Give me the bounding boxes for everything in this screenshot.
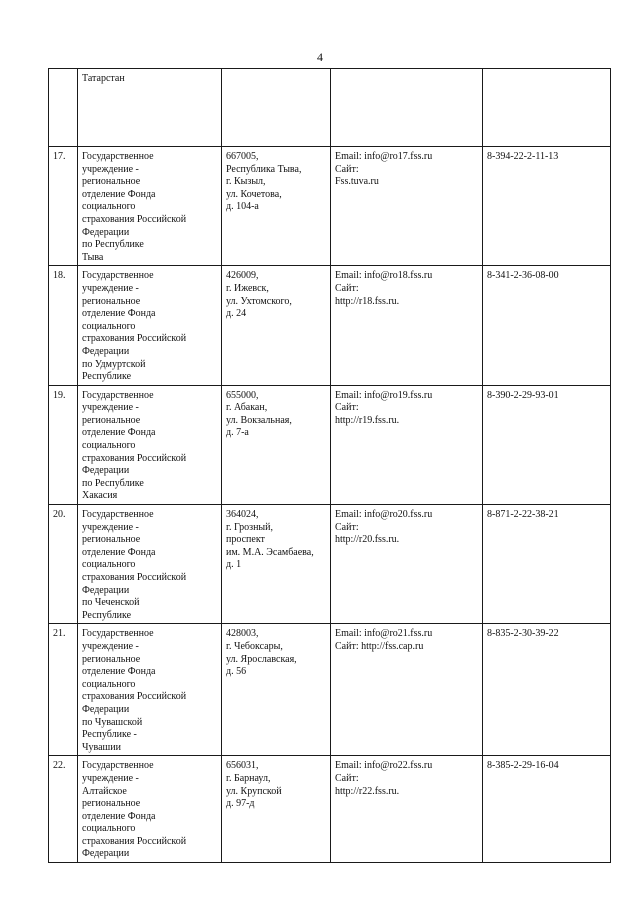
institution-name-line: региональное	[82, 414, 141, 426]
table-row	[49, 756, 611, 863]
institution-name-line: социального	[82, 320, 136, 332]
institution-name-line: страхования Российской	[82, 835, 187, 847]
institution-name	[78, 624, 222, 756]
institution-name-line: социального	[82, 440, 136, 452]
phone-number: 8-394-22-2-11-13	[483, 147, 611, 266]
email-website-line: Сайт:	[335, 282, 359, 294]
email-website-line: http://r22.fss.ru.	[335, 785, 400, 797]
postal-address-line: 667005,	[226, 151, 259, 162]
page-number: 4	[317, 50, 323, 64]
postal-address	[222, 505, 331, 624]
email-website-line: http://r18.fss.ru.	[335, 295, 400, 307]
phone-number: 8-871-2-22-38-21	[483, 505, 611, 624]
row-number: 18.	[49, 266, 78, 385]
postal-address-line: г. Ижевск,	[226, 282, 269, 294]
phone-number: 8-835-2-30-39-22	[483, 624, 611, 756]
institution-name-line: Федерации	[82, 703, 130, 715]
postal-address-line: д. 7-а	[226, 427, 249, 439]
table-row	[49, 385, 611, 504]
postal-address-line: д. 104-а	[226, 201, 259, 213]
institution-name	[78, 69, 222, 147]
table-row	[49, 147, 611, 266]
postal-address-line: д. 1	[226, 559, 242, 571]
postal-address-line: 656031,	[226, 760, 259, 772]
institution-name	[78, 385, 222, 504]
postal-address	[222, 266, 331, 385]
institution-name-line: социального	[82, 678, 136, 690]
institution-name	[78, 505, 222, 624]
postal-address	[222, 624, 331, 756]
email-website	[331, 266, 483, 385]
institution-name-line: Тыва	[82, 251, 104, 263]
institution-name-line: учреждение -	[82, 163, 139, 175]
postal-address-line: 428003,	[226, 628, 259, 640]
institution-name-line: Государственное	[82, 151, 154, 162]
institution-name-line: страхования Российской	[82, 452, 187, 464]
email-website-line: Fss.tuva.ru	[335, 176, 379, 188]
institution-name-line: Алтайское	[82, 785, 127, 797]
postal-address	[222, 69, 331, 147]
institution-name-line: Федерации	[82, 584, 130, 596]
institution-name-line: Республике	[82, 609, 132, 621]
institution-name-line: по Удмуртской	[82, 358, 146, 370]
email-website-line: Email: info@ro22.fss.ru	[335, 760, 433, 772]
email-website-line: Email: info@ro17.fss.ru	[335, 151, 433, 162]
institution-name-line: по Чеченской	[82, 597, 140, 609]
row-number	[49, 69, 78, 147]
institution-name	[78, 756, 222, 863]
table-row	[49, 624, 611, 756]
row-number: 22.	[49, 756, 78, 863]
email-website-line: http://r20.fss.ru.	[335, 534, 400, 546]
postal-address-line: ул. Крупской	[226, 785, 282, 797]
postal-address	[222, 147, 331, 266]
email-website-line: http://r19.fss.ru.	[335, 414, 400, 426]
email-website-line: Email: info@ro21.fss.ru	[335, 628, 433, 640]
email-website	[331, 385, 483, 504]
table-row	[49, 266, 611, 385]
postal-address-line: д. 24	[226, 308, 247, 320]
institution-name-line: региональное	[82, 798, 141, 810]
email-website-line: Сайт:	[335, 163, 359, 175]
postal-address	[222, 756, 331, 863]
phone-number: 8-341-2-36-08-00	[483, 266, 611, 385]
institution-name-line: Чувашии	[82, 741, 121, 753]
institution-name-line: отделение Фонда	[82, 308, 156, 320]
fss-branches-table	[48, 68, 611, 863]
institution-name-line: региональное	[82, 176, 141, 188]
postal-address-line: д. 56	[226, 666, 247, 678]
row-number: 17.	[49, 147, 78, 266]
institution-name-line: учреждение -	[82, 521, 139, 533]
postal-address-line: ул. Вокзальная,	[226, 414, 292, 426]
postal-address-line: г. Грозный,	[226, 521, 273, 533]
postal-address-line: 364024,	[226, 509, 259, 521]
postal-address-line: ул. Ухтомского,	[226, 295, 292, 307]
institution-name-line: Государственное	[82, 628, 154, 640]
institution-name-line: региональное	[82, 295, 141, 307]
postal-address-line: Республика Тыва,	[226, 163, 302, 175]
institution-name-line: страхования Российской	[82, 572, 187, 583]
postal-address-line: д. 97-д	[226, 798, 255, 810]
institution-name-line: страхования Российской	[82, 333, 187, 345]
email-website-line: Email: info@ro18.fss.ru	[335, 270, 433, 282]
institution-name-line: учреждение -	[82, 640, 139, 652]
row-number: 19.	[49, 385, 78, 504]
table-row-continuation	[49, 69, 611, 147]
institution-name-line: отделение Фонда	[82, 546, 156, 558]
institution-name-line: страхования Российской	[82, 213, 187, 225]
institution-name-line: отделение Фонда	[82, 188, 156, 200]
institution-name-line: Республике -	[82, 729, 137, 741]
institution-name-line: учреждение -	[82, 282, 139, 294]
institution-name-line: Хакасия	[82, 490, 118, 502]
institution-name-line: отделение Фонда	[82, 666, 156, 678]
postal-address-line: им. М.А. Эсамбаева,	[226, 546, 314, 558]
institution-name-line: региональное	[82, 534, 141, 546]
email-website	[331, 505, 483, 624]
institution-name-line: учреждение -	[82, 772, 139, 784]
email-website	[331, 147, 483, 266]
postal-address-line: г. Барнаул,	[226, 772, 271, 784]
postal-address-line: 655000,	[226, 389, 259, 401]
phone-number	[483, 69, 611, 147]
postal-address-line: ул. Ярославская,	[226, 653, 297, 665]
institution-name-line: Государственное	[82, 760, 154, 772]
institution-name-line: социального	[82, 559, 136, 571]
email-website-line: Сайт:	[335, 402, 359, 414]
postal-address-line: 426009,	[226, 270, 259, 282]
postal-address	[222, 385, 331, 504]
institution-name-line: Республике	[82, 371, 132, 383]
institution-name-line: по Республике	[82, 477, 144, 489]
institution-name-line: Татарстан	[82, 73, 125, 84]
postal-address-line: г. Кызыл,	[226, 176, 266, 188]
postal-address-line: г. Чебоксары,	[226, 640, 283, 652]
email-website	[331, 624, 483, 756]
email-website-line: Сайт: http://fss.cap.ru	[335, 640, 424, 652]
institution-name-line: региональное	[82, 653, 141, 665]
institution-name-line: социального	[82, 823, 136, 835]
row-number: 21.	[49, 624, 78, 756]
email-website-line: Сайт:	[335, 521, 359, 533]
email-website-line: Email: info@ro19.fss.ru	[335, 389, 433, 401]
institution-name-line: Федерации	[82, 226, 130, 238]
phone-number: 8-390-2-29-93-01	[483, 385, 611, 504]
postal-address-line: г. Абакан,	[226, 402, 268, 414]
institution-name-line: страхования Российской	[82, 691, 187, 703]
table-body	[49, 69, 611, 863]
institution-name-line: Государственное	[82, 270, 154, 282]
institution-name-line: по Республике	[82, 239, 144, 251]
institution-name	[78, 266, 222, 385]
email-website-line: Сайт:	[335, 772, 359, 784]
institution-name	[78, 147, 222, 266]
email-website	[331, 69, 483, 147]
institution-name-line: по Чувашской	[82, 716, 143, 728]
institution-name-line: учреждение -	[82, 402, 139, 414]
institution-name-line: социального	[82, 201, 136, 213]
postal-address-line: проспект	[226, 534, 265, 546]
institution-name-line: Федерации	[82, 848, 130, 860]
institution-name-line: Государственное	[82, 509, 154, 521]
institution-name-line: Государственное	[82, 389, 154, 401]
postal-address-line: ул. Кочетова,	[226, 188, 282, 200]
institution-name-line: отделение Фонда	[82, 427, 156, 439]
row-number: 20.	[49, 505, 78, 624]
institution-name-line: Федерации	[82, 345, 130, 357]
email-website	[331, 756, 483, 863]
institution-name-line: Федерации	[82, 465, 130, 477]
phone-number: 8-385-2-29-16-04	[483, 756, 611, 863]
email-website-line: Email: info@ro20.fss.ru	[335, 509, 433, 521]
table-row	[49, 505, 611, 624]
institution-name-line: отделение Фонда	[82, 810, 156, 822]
